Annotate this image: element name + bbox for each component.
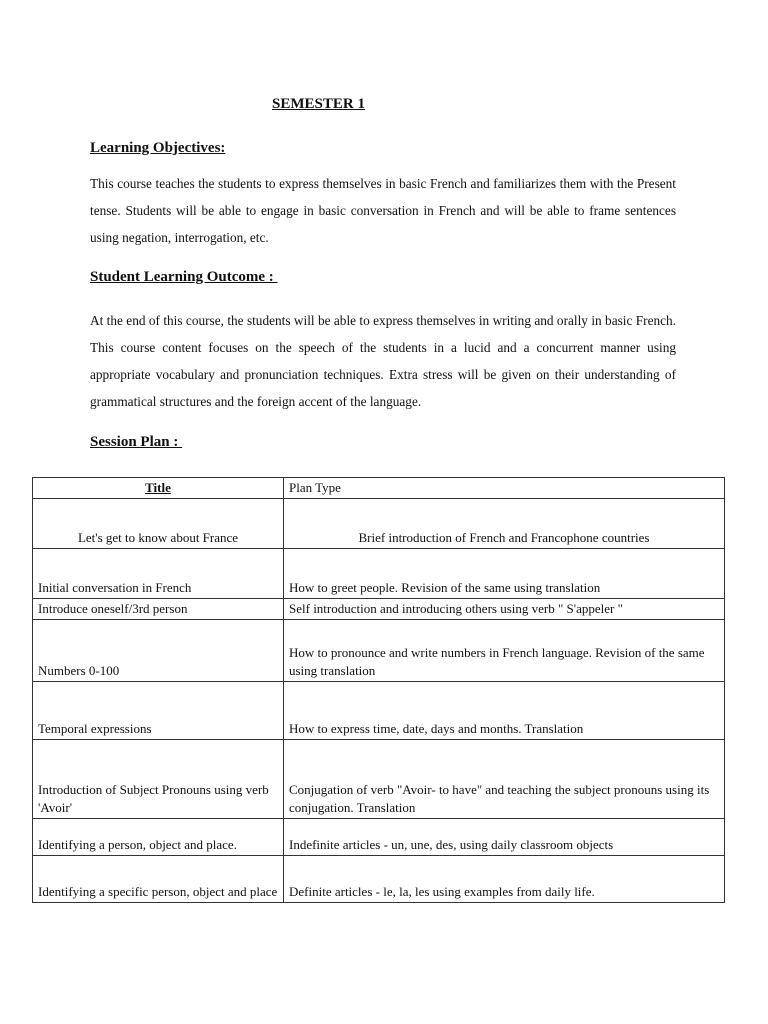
table-row <box>33 499 725 549</box>
outcome-text: At the end of this course, the students will be able to express themselves in writing and orally in basic French. This course content focuses on the speech of the students in a lucid and a concurrent manner using appropriate vocabulary and pronunciation techniques. Extra stress will be given on their understanding of grammatical structures and the foreign accent of the language. <box>90 313 676 409</box>
learning-objectives-text: This course teaches the students to express themselves in basic French and familiarizes them with the Present tense. Students will be able to engage in basic conversation in French and will be able to frame sentences using negation, interrogation, etc. <box>90 176 676 245</box>
row-plan: Conjugation of verb "Avoir- to have" and teaching the subject pronouns using its conjugation. Translation <box>284 740 725 819</box>
table-row <box>33 682 725 740</box>
table-row <box>33 620 725 682</box>
row-title: Introduce oneself/3rd person <box>33 599 284 620</box>
table-header-row <box>33 478 725 499</box>
header-plan-type: Plan Type <box>284 478 725 499</box>
page-heading: SEMESTER 1 <box>272 96 365 112</box>
session-plan-heading: Session Plan : <box>90 434 183 450</box>
table-row <box>33 549 725 599</box>
row-plan: How to express time, date, days and months. Translation <box>284 682 725 740</box>
row-plan: How to greet people. Revision of the same using translation <box>284 549 725 599</box>
session-plan-table <box>32 477 725 903</box>
table-row <box>33 856 725 903</box>
outcome-heading: Student Learning Outcome : <box>90 269 278 285</box>
row-title: Numbers 0-100 <box>33 620 284 682</box>
table-row <box>33 740 725 819</box>
row-plan: Indefinite articles - un, une, des, using daily classroom objects <box>284 819 725 856</box>
row-title: Initial conversation in French <box>33 549 284 599</box>
table-row <box>33 599 725 620</box>
row-title: Let's get to know about France <box>33 499 284 549</box>
learning-objectives-heading: Learning Objectives: <box>90 140 226 156</box>
row-title: Temporal expressions <box>33 682 284 740</box>
row-plan: Brief introduction of French and Francophone countries <box>284 499 725 549</box>
row-title: Identifying a specific person, object and place <box>33 856 284 903</box>
row-plan: Self introduction and introducing others using verb " S'appeler " <box>284 599 725 620</box>
row-plan: Definite articles - le, la, les using examples from daily life. <box>284 856 725 903</box>
row-plan: How to pronounce and write numbers in French language. Revision of the same using translation <box>284 620 725 682</box>
table-row <box>33 819 725 856</box>
header-title: Title <box>33 478 284 499</box>
row-title: Identifying a person, object and place. <box>33 819 284 856</box>
row-title: Introduction of Subject Pronouns using verb 'Avoir' <box>33 740 284 819</box>
